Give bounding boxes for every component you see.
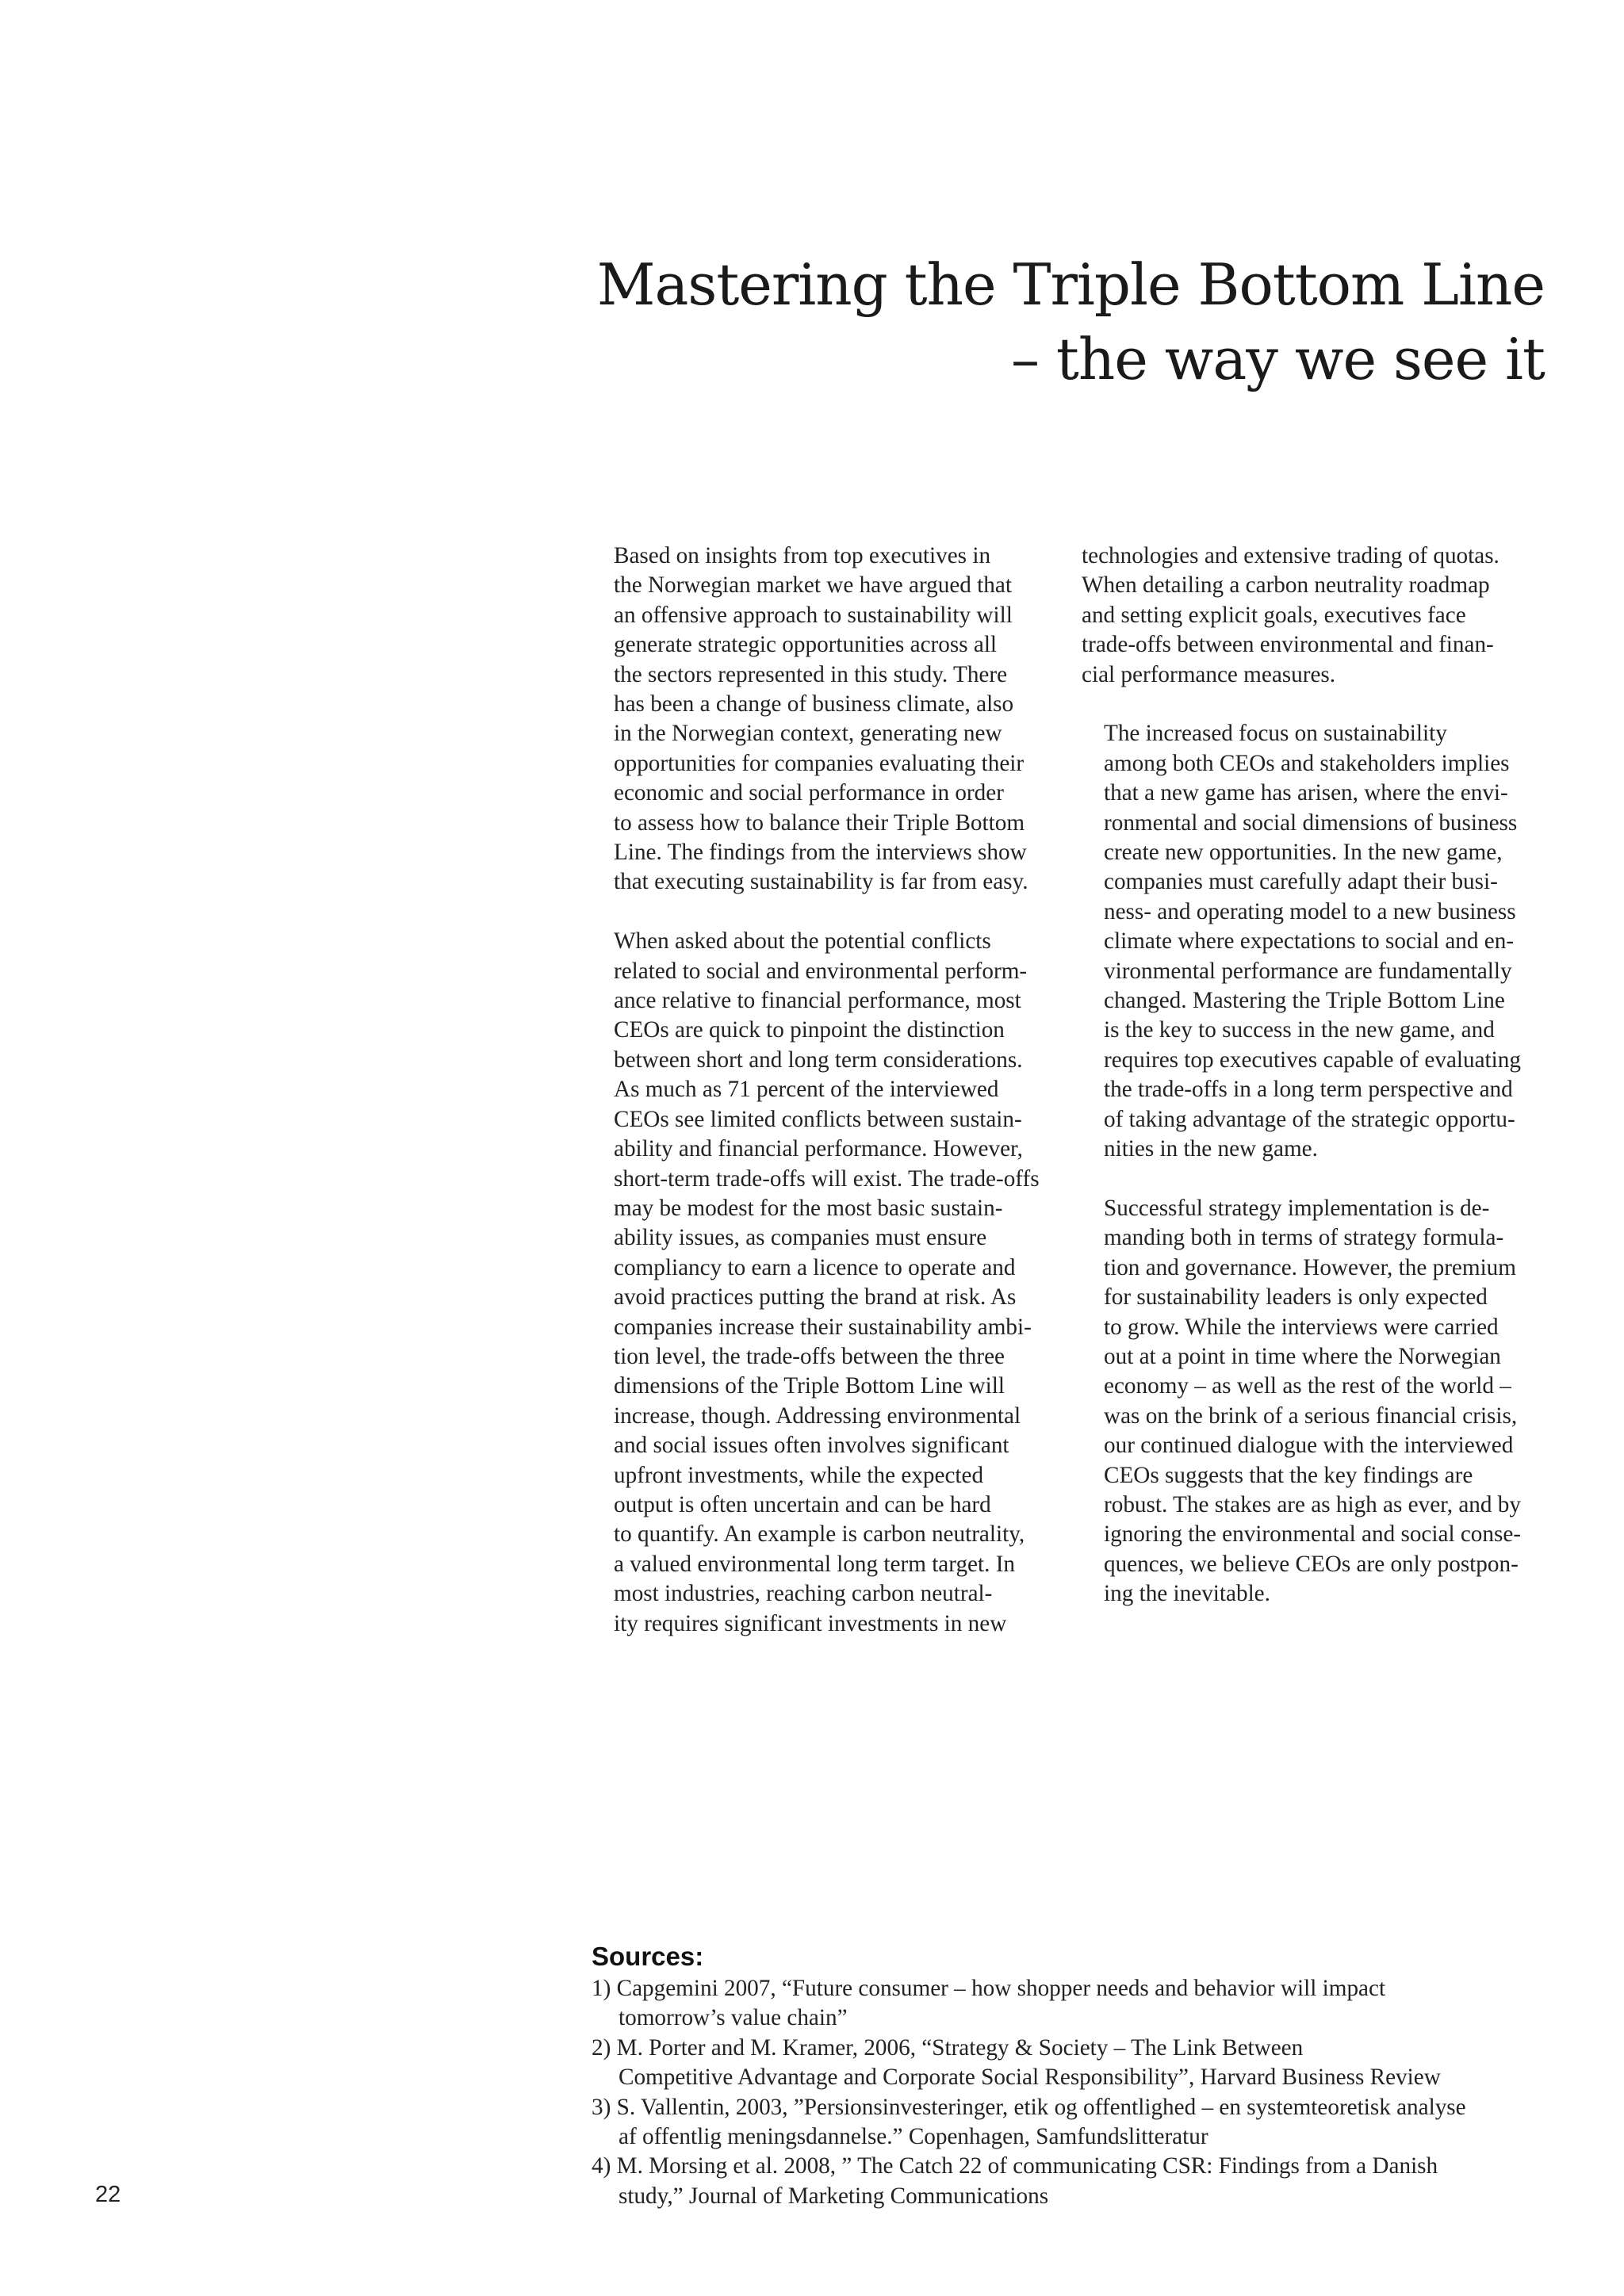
text-line: ness- and operating model to a new business	[1104, 898, 1516, 924]
text-line: economic and social performance in order	[614, 780, 1004, 806]
text-line: CEOs suggests that the key findings are	[1104, 1462, 1473, 1488]
source-line: 2) M. Porter and M. Kramer, 2006, “Strategy & Society – The Link Between	[592, 2034, 1304, 2061]
text-line: avoid practices putting the brand at risk. As	[614, 1284, 1017, 1311]
text-line: changed. Mastering the Triple Bottom Line	[1104, 988, 1505, 1014]
text-line: compliancy to earn a licence to operate and	[614, 1254, 1016, 1280]
text-line: an offensive approach to sustainability will	[614, 602, 1013, 628]
text-line: may be modest for the most basic sustain-	[614, 1195, 1003, 1221]
text-line: generate strategic opportunities across all	[614, 632, 998, 658]
text-line: to assess how to balance their Triple Bottom	[614, 809, 1025, 836]
text-line: most industries, reaching carbon neutral-	[614, 1581, 993, 1607]
text-line: in the Norwegian context, generating new	[614, 721, 1002, 747]
text-line: a valued environmental long term target. In	[614, 1551, 1016, 1577]
text-line: the sectors represented in this study. There	[614, 661, 1008, 687]
text-line: output is often uncertain and can be hard	[614, 1491, 991, 1517]
text-line: among both CEOs and stakeholders implies	[1104, 750, 1510, 776]
text-line: ity requires significant investments in new	[614, 1610, 1007, 1636]
text-line: cial performance measures.	[1082, 661, 1336, 687]
text-line: ignoring the environmental and social conse-	[1104, 1521, 1522, 1548]
text-line: and social issues often involves significant	[614, 1433, 1009, 1459]
text-line: As much as 71 percent of the interviewed	[614, 1077, 999, 1103]
text-line: to quantify. An example is carbon neutrality,	[614, 1521, 1025, 1548]
text-line: trade-offs between environmental and finan-	[1082, 632, 1494, 658]
text-line: tion level, the trade-offs between the three	[614, 1343, 1005, 1369]
paragraph	[1082, 1194, 1538, 1609]
text-line: climate where expectations to social and en-	[1104, 928, 1515, 955]
source-line: 4) M. Morsing et al. 2008, ” The Catch 22 of communicating CSR: Findings from a Danish	[592, 2153, 1438, 2179]
text-line: that a new game has arisen, where the envi-	[1104, 780, 1508, 806]
text-line: technologies and extensive trading of quotas.	[1082, 543, 1500, 568]
text-line: manding both in terms of strategy formula-	[1104, 1225, 1504, 1251]
source-line: 3) S. Vallentin, 2003, ”Persionsinvesteringer, etik og offentlighed – en systemteoretisk analyse	[592, 2094, 1466, 2120]
text-line: economy – as well as the rest of the world –	[1104, 1373, 1511, 1399]
text-line: requires top executives capable of evaluating	[1104, 1047, 1521, 1073]
right-column	[1082, 541, 1538, 1639]
title-line-2: – the way we see it	[1011, 326, 1545, 392]
text-line: ing the inevitable.	[1104, 1581, 1270, 1607]
text-line: When asked about the potential conflicts	[614, 928, 991, 955]
sources-heading: Sources:	[592, 1942, 704, 1971]
text-line: robust. The stakes are as high as ever, and by	[1104, 1491, 1521, 1517]
source-line: 1) Capgemini 2007, “Future consumer – how shopper needs and behavior will impact	[592, 1976, 1386, 2001]
sources-section	[592, 1941, 1567, 2211]
paragraph	[1082, 541, 1538, 690]
text-line: ability and financial performance. However,	[614, 1136, 1023, 1162]
text-line: tion and governance. However, the premium	[1104, 1254, 1516, 1280]
text-line: vironmental performance are fundamentally	[1104, 958, 1512, 984]
text-line: companies increase their sustainability ambi-	[614, 1314, 1032, 1340]
source-item	[592, 1974, 1567, 2034]
text-line: short-term trade-offs will exist. The trade-offs	[614, 1165, 1040, 1192]
paragraph	[1082, 719, 1538, 1164]
text-line: out at a point in time where the Norwegian	[1104, 1343, 1501, 1369]
text-line: CEOs are quick to pinpoint the distinction	[614, 1017, 1005, 1043]
source-line: af offentlig meningsdannelse.” Copenhagen, Samfundslitteratur	[619, 2124, 1208, 2150]
text-line: opportunities for companies evaluating their	[614, 750, 1025, 776]
page-number: 22	[95, 2182, 121, 2207]
text-line: create new opportunities. In the new game,	[1104, 840, 1503, 866]
paragraph	[592, 927, 1048, 1639]
title-line-1: Mastering the Triple Bottom Line	[596, 251, 1545, 318]
source-item	[592, 2034, 1567, 2093]
page-title	[555, 247, 1545, 396]
text-line: Successful strategy implementation is de-	[1104, 1195, 1490, 1221]
text-line: that executing sustainability is far from easy.	[614, 869, 1028, 895]
source-line: tomorrow’s value chain”	[619, 2005, 848, 2031]
text-line: related to social and environmental perform-	[614, 958, 1028, 984]
text-line: ability issues, as companies must ensure	[614, 1225, 987, 1251]
text-line: increase, though. Addressing environmental	[614, 1402, 1021, 1429]
text-line: for sustainability leaders is only expected	[1104, 1284, 1488, 1311]
paragraph	[592, 541, 1048, 897]
text-line: between short and long term considerations.	[614, 1047, 1023, 1073]
text-line: The increased focus on sustainability	[1104, 721, 1447, 747]
source-item	[592, 2152, 1567, 2211]
text-line: ronmental and social dimensions of business	[1104, 809, 1518, 836]
text-line: of taking advantage of the strategic opportu-	[1104, 1106, 1515, 1132]
source-line: study,” Journal of Marketing Communications	[619, 2183, 1049, 2209]
text-line: is the key to success in the new game, and	[1104, 1017, 1495, 1043]
text-line: Line. The findings from the interviews show	[614, 840, 1027, 866]
text-line: the trade-offs in a long term perspective and	[1104, 1077, 1513, 1103]
source-item	[592, 2093, 1567, 2152]
text-line: our continued dialogue with the interviewed	[1104, 1433, 1514, 1459]
text-line: nities in the new game.	[1104, 1136, 1318, 1162]
text-line: ance relative to financial performance, most	[614, 988, 1021, 1014]
text-line: quences, we believe CEOs are only postpon-	[1104, 1551, 1519, 1577]
left-column	[592, 541, 1048, 1668]
text-line: was on the brink of a serious financial crisis,	[1104, 1402, 1518, 1429]
text-line: has been a change of business climate, also	[614, 691, 1014, 718]
text-line: upfront investments, while the expected	[614, 1462, 984, 1488]
text-line: companies must carefully adapt their busi-	[1104, 869, 1498, 895]
text-line: and setting explicit goals, executives face	[1082, 602, 1466, 628]
text-line: When detailing a carbon neutrality roadmap	[1082, 572, 1490, 599]
text-line: Based on insights from top executives in	[614, 543, 991, 568]
text-line: to grow. While the interviews were carried	[1104, 1314, 1499, 1340]
text-line: the Norwegian market we have argued that	[614, 572, 1012, 599]
text-line: CEOs see limited conflicts between sustain-	[614, 1106, 1022, 1132]
source-line: Competitive Advantage and Corporate Social Responsibility”, Harvard Business Review	[619, 2064, 1441, 2091]
text-line: dimensions of the Triple Bottom Line will	[614, 1373, 1005, 1399]
